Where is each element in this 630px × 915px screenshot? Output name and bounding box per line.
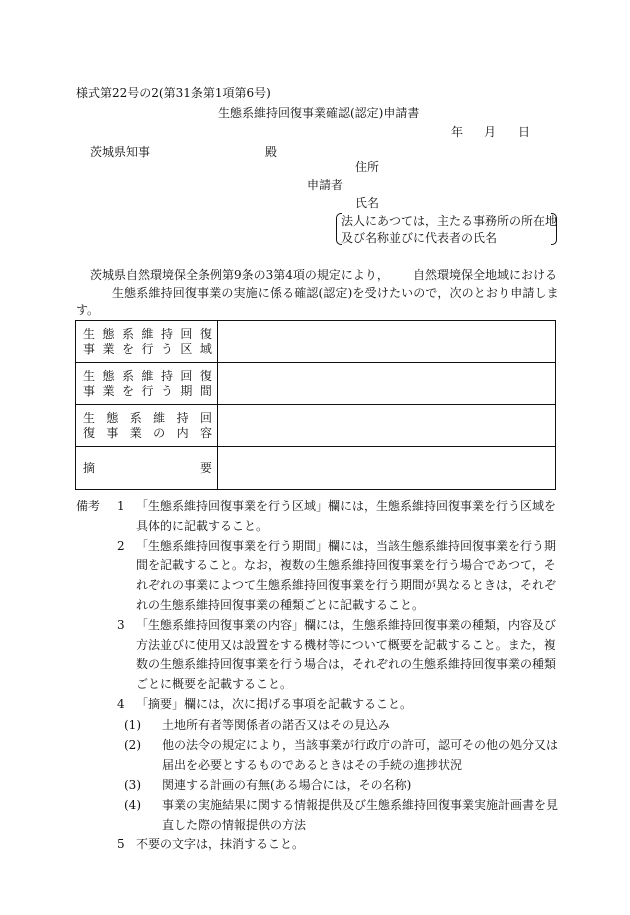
notes-heading: 備考	[76, 499, 101, 513]
remarks-label: 摘 要	[76, 447, 218, 490]
area-value[interactable]	[218, 321, 556, 363]
note-item-2: 2 「生態系維持回復事業を行う期間」欄には，当該生態系維持回復事業を行う期間を記載すること。なお，複数の生態系維持回復事業を行う場合であつて，それぞれの事業によつて生態系維持回復事業を行う期間が異なるときは，それぞれの生態系維持回復事業の種類ごとに記載すること。	[117, 538, 557, 612]
table-row-period	[76, 363, 556, 405]
table-row-content	[76, 405, 556, 447]
document-title: 生態系維持回復事業確認(認定)申請書	[218, 106, 420, 120]
period-label	[76, 363, 218, 405]
address-label: 住所	[355, 160, 380, 174]
area-label-line1: 生 態 系 維 持 回 復	[83, 326, 212, 341]
area-label	[76, 321, 218, 363]
period-label-line1: 生 態 系 維 持 回 復	[83, 368, 212, 383]
content-label-line1: 生 態 系 維 持 回	[83, 410, 212, 425]
date-day: 日	[518, 125, 531, 139]
date-year: 年	[451, 125, 464, 139]
content-label-line2: 復 事 業 の 内 容	[83, 425, 212, 440]
note-item-5: 5 不要の文字は，抹消すること。	[117, 836, 305, 851]
intro-line2: 生態系維持回復事業の実施に係る確認(認定)を受けたいので，次のとおり申請しま	[112, 286, 559, 300]
notes-section	[76, 497, 562, 855]
corporation-note-line1: 法人にあつては，主たる事務所の所在地	[341, 214, 558, 228]
note-sub-item-2: (2) 他の法令の規定により，当該事業が行政庁の許可，認可その他の処分又は届出を必要とするものであるときはその手続の進捗状況	[124, 737, 559, 772]
note-sub-item-4: (4) 事業の実施結果に関する情報提供及び生態系維持回復事業実施計画書を見直した際の情報提供の方法	[124, 797, 559, 832]
note-item-4: 4 「摘要」欄には，次に掲げる事項を記載すること。	[117, 696, 413, 711]
intro-line1-a: 茨城県自然環境保全条例第9条の3第4項の規定により，	[90, 268, 389, 282]
form-number: 様式第22号の2(第31条第1項第6号)	[76, 86, 271, 100]
date-month: 月	[484, 125, 497, 139]
note-sub-item-3: (3) 関連する計画の有無(ある場合には，その名称)	[124, 777, 412, 792]
intro-line3: す。	[76, 303, 100, 317]
addressee-name: 茨城県知事	[90, 145, 151, 159]
content-value[interactable]	[218, 405, 556, 447]
table-row-area	[76, 321, 556, 363]
period-label-line2: 事 業 を 行 う 期 間	[83, 383, 212, 398]
name-label: 氏名	[355, 196, 380, 210]
application-table	[75, 320, 556, 490]
note-item-3: 3 「生態系維持回復事業の内容」欄には，生態系維持回復事業の種類，内容及び方法並びに使用又は設置をする機材等について概要を記載すること。また，複数の生態系維持回復事業を行う場合は，それぞれの生態系維持回復事業の種類ごとに概要を記載すること。	[117, 617, 557, 692]
intro-line1-b: 自然環境保全地域における	[413, 268, 558, 282]
applicant-label: 申請者	[307, 178, 344, 192]
corporation-note-line2: 及び名称並びに代表者の氏名	[341, 231, 498, 245]
note-sub-item-1: (1) 土地所有者等関係者の諾否又はその見込み	[124, 717, 391, 732]
content-label	[76, 405, 218, 447]
note-item-1: 備考 1 「生態系維持回復事業を行う区域」欄には，生態系維持回復事業を行う区域を具体的に記載すること。	[76, 497, 562, 537]
area-label-line2: 事 業 を 行 う 区 域	[83, 341, 212, 356]
period-value[interactable]	[218, 363, 556, 405]
remarks-value[interactable]	[218, 447, 556, 490]
table-row-remarks	[76, 447, 556, 490]
addressee-suffix: 殿	[265, 145, 278, 159]
